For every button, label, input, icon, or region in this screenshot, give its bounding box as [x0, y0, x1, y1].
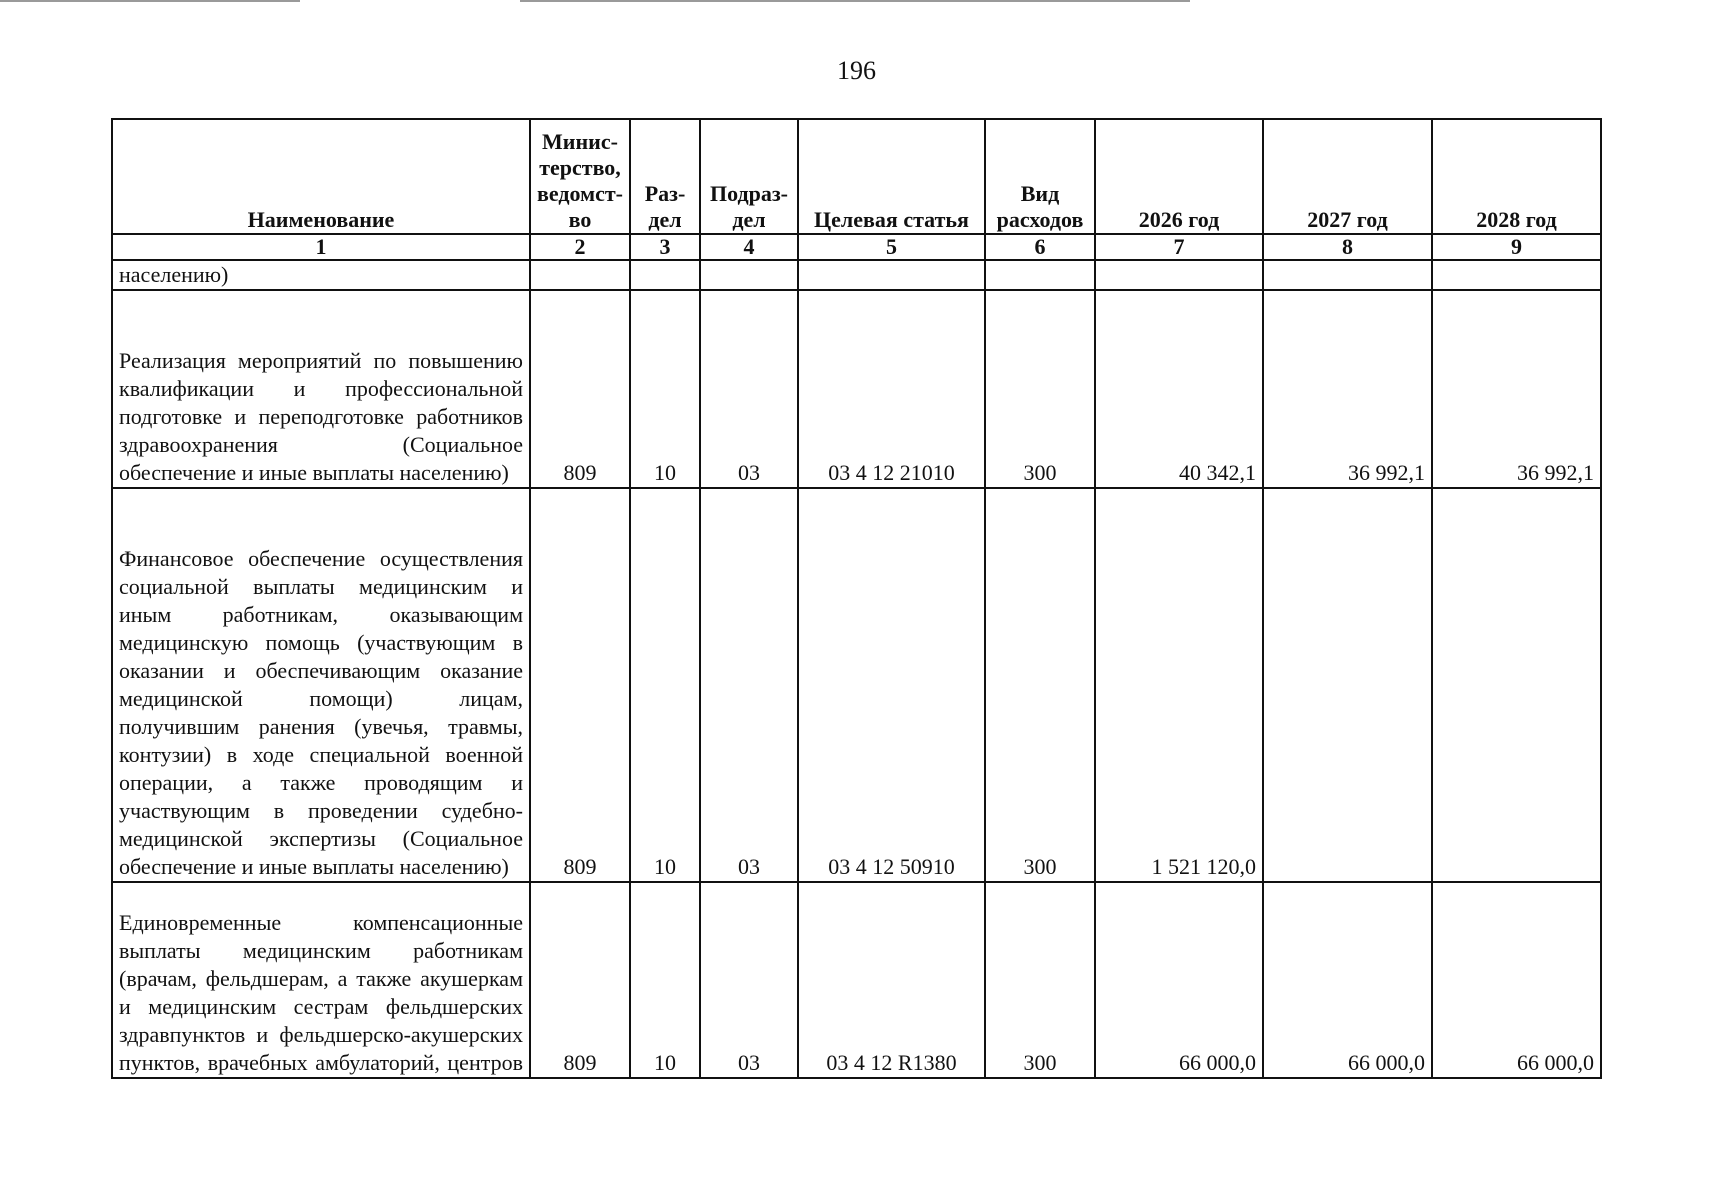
column-number: 3: [630, 234, 700, 260]
row-expense-type: 300: [985, 882, 1095, 1078]
budget-table: [111, 118, 1602, 1079]
header-section: Раз-дел: [630, 119, 700, 234]
row-amount-2028: 66 000,0: [1432, 882, 1601, 1078]
column-number: 8: [1263, 234, 1432, 260]
table-row: [112, 260, 1601, 290]
row-section: 10: [630, 882, 700, 1078]
row-amount-2028: [1432, 260, 1601, 290]
row-amount-2028: 36 992,1: [1432, 290, 1601, 488]
row-ministry: 809: [530, 882, 630, 1078]
column-number: 2: [530, 234, 630, 260]
row-amount-2027: [1263, 488, 1432, 882]
table-row: [112, 488, 1601, 882]
row-amount-2027: 66 000,0: [1263, 882, 1432, 1078]
row-expense-type: 300: [985, 488, 1095, 882]
row-amount-2026: 1 521 120,0: [1095, 488, 1263, 882]
column-number: 4: [700, 234, 798, 260]
header-target-article: Целевая статья: [798, 119, 985, 234]
table-row: [112, 882, 1601, 1078]
column-number: 9: [1432, 234, 1601, 260]
row-subsection: 03: [700, 882, 798, 1078]
row-amount-2028: [1432, 488, 1601, 882]
row-target-article: 03 4 12 50910: [798, 488, 985, 882]
row-target-article: 03 4 12 R1380: [798, 882, 985, 1078]
row-section: 10: [630, 290, 700, 488]
row-amount-2027: 36 992,1: [1263, 290, 1432, 488]
header-subsection: Подраз-дел: [700, 119, 798, 234]
page-number: 196: [837, 56, 876, 85]
row-subsection: 03: [700, 488, 798, 882]
row-name: Финансовое обеспечение осуществления социальной выплаты медицинским и иным работникам, оказывающим медицинскую помощь (участвующим в оказании и обеспечивающим оказание медицинской помощи) лицам, получившим ранения (увечья, травмы, контузии) в ходе специальной военной операции, а также проводящим и участвующим в проведении судебно-медицинской экспертизы (Социальное обеспечение и иные выплаты населению): [112, 488, 530, 882]
header-expense-type: Вид расходов: [985, 119, 1095, 234]
column-number-row: [112, 234, 1601, 260]
column-number: 1: [112, 234, 530, 260]
row-target-article: [798, 260, 985, 290]
scan-artifact-line: [520, 0, 1190, 2]
row-ministry: [530, 260, 630, 290]
column-number: 5: [798, 234, 985, 260]
row-amount-2026: 40 342,1: [1095, 290, 1263, 488]
row-expense-type: [985, 260, 1095, 290]
row-amount-2027: [1263, 260, 1432, 290]
header-year-2026: 2026 год: [1095, 119, 1263, 234]
row-ministry: 809: [530, 488, 630, 882]
row-section: 10: [630, 488, 700, 882]
row-section: [630, 260, 700, 290]
row-target-article: 03 4 12 21010: [798, 290, 985, 488]
row-expense-type: 300: [985, 290, 1095, 488]
header-ministry: Минис-терство, ведомст-во: [530, 119, 630, 234]
column-number: 6: [985, 234, 1095, 260]
header-name: Наименование: [112, 119, 530, 234]
header-year-2027: 2027 год: [1263, 119, 1432, 234]
row-name: Единовременные компенсационные выплаты медицинским работникам (врачам, фельдшерам, а также акушеркам и медицинским сестрам фельдшерских здравпунктов и фельдшерско-акушерских пунктов, врачебных амбулаторий, центров: [112, 882, 530, 1078]
column-number: 7: [1095, 234, 1263, 260]
row-subsection: [700, 260, 798, 290]
row-ministry: 809: [530, 290, 630, 488]
header-year-2028: 2028 год: [1432, 119, 1601, 234]
row-name: Реализация мероприятий по повышению квалификации и профессиональной подготовке и переподготовке работников здравоохранения (Социальное обеспечение и иные выплаты населению): [112, 290, 530, 488]
table-row: [112, 290, 1601, 488]
row-subsection: 03: [700, 290, 798, 488]
row-amount-2026: [1095, 260, 1263, 290]
row-amount-2026: 66 000,0: [1095, 882, 1263, 1078]
row-name: населению): [112, 260, 530, 290]
table-header-row: [112, 119, 1601, 234]
scan-artifact-line: [0, 0, 300, 2]
